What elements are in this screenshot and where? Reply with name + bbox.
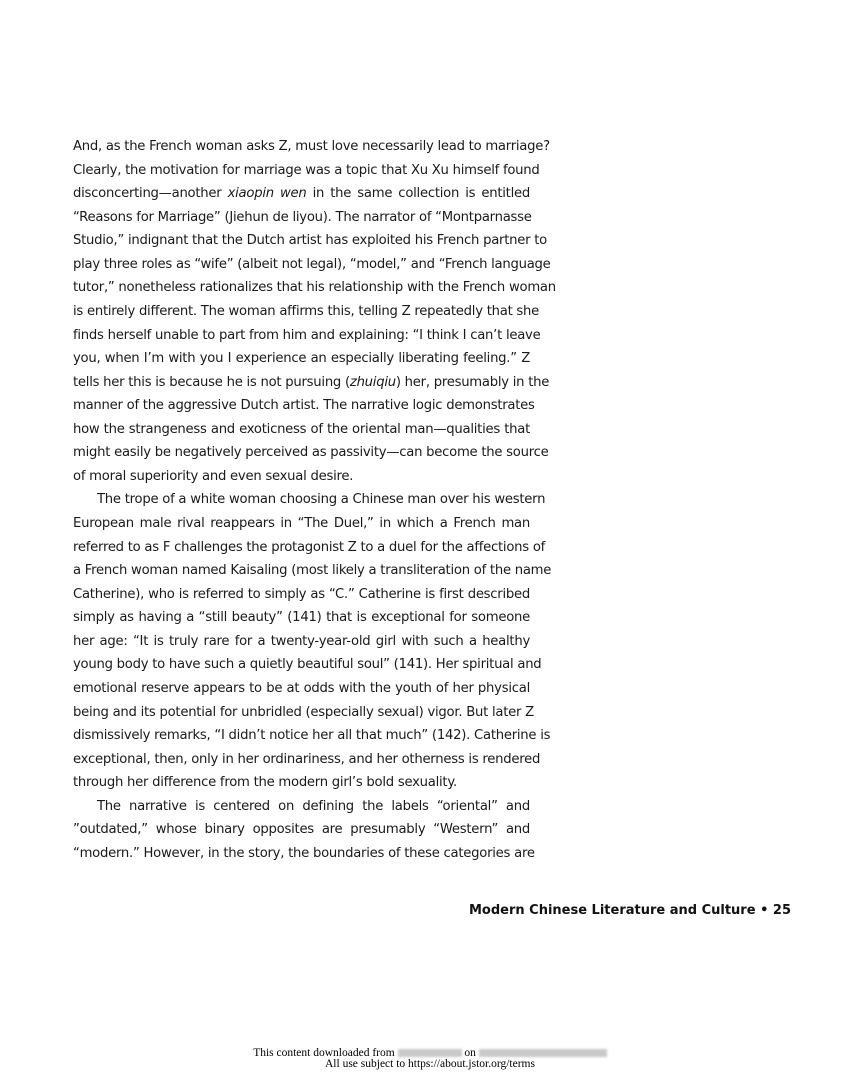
text-line: Clearly, the motivation for marriage was a topic that Xu Xu himself found [73, 162, 540, 178]
text-line: of moral superiority and even sexual desire. [73, 468, 354, 484]
jstor-download-prefix: This content downloaded from [253, 1047, 395, 1059]
paragraph [73, 135, 556, 488]
text-line: ”outdated,” whose binary opposites are presumably “Western” and [73, 822, 530, 838]
text-line: tutor,” nonetheless rationalizes that his relationship with the French woman [73, 280, 556, 296]
jstor-terms[interactable]: All use subject to https://about.jstor.org/terms [325, 1058, 535, 1070]
text-line: Studio,” indignant that the Dutch artist has exploited his French partner to [73, 233, 547, 249]
text-line: The trope of a white woman choosing a Chinese man over his western [97, 492, 546, 508]
text-line: referred to as F challenges the protagonist Z to a duel for the affections of [73, 539, 546, 555]
jstor-on: on [464, 1047, 476, 1059]
text-line: through her difference from the modern girl’s bold sexuality. [73, 775, 457, 791]
jstor-notice [0, 1048, 860, 1070]
text-line: “modern.” However, in the story, the boundaries of these categories are [73, 845, 535, 861]
redacted-date [479, 1049, 607, 1057]
text-line: The narrative is centered on defining the labels “oriental” and [97, 798, 530, 814]
text-line: dismissively remarks, “I didn’t notice her all that much” (142). Catherine is [73, 728, 551, 744]
text-line: simply as having a “still beauty” (141) that is exceptional for someone [73, 610, 530, 626]
text-line: you, when I’m with you I experience an especially liberating feeling.” Z [73, 351, 530, 367]
text-line: And, as the French woman asks Z, must love necessarily lead to marriage? [73, 139, 550, 154]
text-line: manner of the aggressive Dutch artist. The narrative logic demonstrates [73, 398, 535, 414]
text-line: “Reasons for Marriage” (Jiehun de liyou). The narrator of “Montparnasse [73, 209, 532, 225]
text-line: a French woman named Kaisaling (most likely a transliteration of the name [73, 563, 552, 579]
text-line: finds herself unable to part from him and explaining: “I think I can’t leave [73, 327, 541, 343]
running-footer: Modern Chinese Literature and Culture • 25 [468, 903, 791, 918]
text-line: disconcerting—another xiaopin wen in the same collection is entitled [73, 186, 530, 202]
text-line: Catherine), who is referred to simply as “C.” Catherine is first described [73, 586, 530, 602]
paragraph [73, 795, 535, 866]
body-text [73, 135, 556, 865]
text-line: might easily be negatively perceived as passivity—can become the source [73, 445, 549, 461]
text-line: emotional reserve appears to be at odds with the youth of her physical [73, 680, 530, 696]
text-line: is entirely different. The woman affirms this, telling Z repeatedly that she [73, 303, 540, 319]
text-line: European male rival reappears in “The Duel,” in which a French man [73, 516, 530, 531]
text-line: tells her this is because he is not pursuing (zhuiqiu) her, presumably in the [73, 374, 550, 390]
text-line: play three roles as “wife” (albeit not legal), “model,” and “French language [73, 256, 551, 272]
text-line: exceptional, then, only in her ordinariness, and her otherness is rendered [73, 751, 541, 767]
paragraph [73, 488, 552, 794]
text-line: young body to have such a quietly beautiful soul” (141). Her spiritual and [73, 657, 542, 673]
text-line: how the strangeness and exoticness of the oriental man—qualities that [73, 421, 530, 437]
text-line: being and its potential for unbridled (especially sexual) vigor. But later Z [73, 704, 534, 720]
text-line: her age: “It is truly rare for a twenty-year-old girl with such a healthy [73, 633, 530, 649]
redacted-ip [398, 1049, 462, 1057]
